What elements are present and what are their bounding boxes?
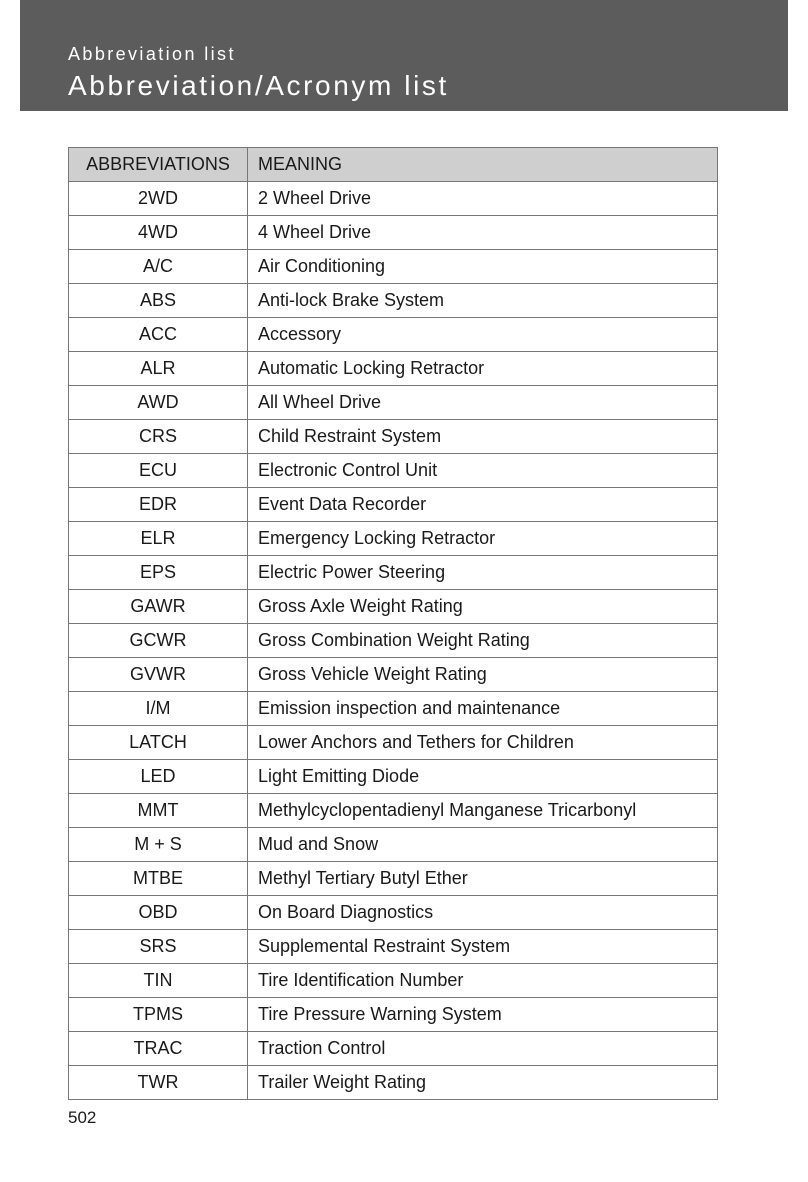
meaning-cell: Mud and Snow — [248, 828, 718, 862]
abbreviation-cell: AWD — [69, 386, 248, 420]
table-row — [69, 216, 718, 250]
abbreviation-cell: TWR — [69, 1066, 248, 1100]
meaning-cell: Light Emitting Diode — [248, 760, 718, 794]
table-row — [69, 352, 718, 386]
abbreviation-cell: ACC — [69, 318, 248, 352]
meaning-cell: Gross Vehicle Weight Rating — [248, 658, 718, 692]
column-header-abbreviations: ABBREVIATIONS — [69, 148, 248, 182]
table-row — [69, 862, 718, 896]
table-row — [69, 1066, 718, 1100]
meaning-cell: Air Conditioning — [248, 250, 718, 284]
meaning-cell: Gross Combination Weight Rating — [248, 624, 718, 658]
meaning-cell: Event Data Recorder — [248, 488, 718, 522]
abbreviation-cell: MMT — [69, 794, 248, 828]
abbreviation-cell: MTBE — [69, 862, 248, 896]
abbreviation-cell: 4WD — [69, 216, 248, 250]
table-row — [69, 828, 718, 862]
meaning-cell: Methyl Tertiary Butyl Ether — [248, 862, 718, 896]
abbreviation-cell: GAWR — [69, 590, 248, 624]
abbreviation-cell: EPS — [69, 556, 248, 590]
table-row — [69, 488, 718, 522]
meaning-cell: Trailer Weight Rating — [248, 1066, 718, 1100]
table-row — [69, 590, 718, 624]
abbreviation-cell: ECU — [69, 454, 248, 488]
meaning-cell: Automatic Locking Retractor — [248, 352, 718, 386]
table-row — [69, 726, 718, 760]
meaning-cell: Lower Anchors and Tethers for Children — [248, 726, 718, 760]
meaning-cell: On Board Diagnostics — [248, 896, 718, 930]
column-header-meaning: MEANING — [248, 148, 718, 182]
page-number: 502 — [68, 1108, 97, 1127]
meaning-cell: Tire Pressure Warning System — [248, 998, 718, 1032]
abbreviation-cell: ALR — [69, 352, 248, 386]
table-row — [69, 658, 718, 692]
meaning-cell: 2 Wheel Drive — [248, 182, 718, 216]
meaning-cell: All Wheel Drive — [248, 386, 718, 420]
abbreviation-cell: ELR — [69, 522, 248, 556]
meaning-cell: 4 Wheel Drive — [248, 216, 718, 250]
table-row — [69, 930, 718, 964]
abbreviation-cell: TIN — [69, 964, 248, 998]
abbreviation-cell: M + S — [69, 828, 248, 862]
abbreviation-cell: GCWR — [69, 624, 248, 658]
table-row — [69, 522, 718, 556]
section-label: Abbreviation list — [68, 44, 236, 64]
table-row — [69, 760, 718, 794]
abbreviation-cell: LATCH — [69, 726, 248, 760]
meaning-cell: Supplemental Restraint System — [248, 930, 718, 964]
table-header-row — [69, 148, 718, 182]
meaning-cell: Emission inspection and maintenance — [248, 692, 718, 726]
abbreviation-cell: CRS — [69, 420, 248, 454]
table-row — [69, 454, 718, 488]
abbreviation-cell: LED — [69, 760, 248, 794]
abbreviation-cell: I/M — [69, 692, 248, 726]
table-row — [69, 624, 718, 658]
table-row — [69, 420, 718, 454]
abbreviation-cell: 2WD — [69, 182, 248, 216]
meaning-cell: Electric Power Steering — [248, 556, 718, 590]
meaning-cell: Accessory — [248, 318, 718, 352]
table-body — [69, 182, 718, 1100]
meaning-cell: Emergency Locking Retractor — [248, 522, 718, 556]
abbreviation-cell: ABS — [69, 284, 248, 318]
abbreviation-cell: TRAC — [69, 1032, 248, 1066]
abbreviation-cell: TPMS — [69, 998, 248, 1032]
page-header — [20, 0, 788, 111]
table-row — [69, 1032, 718, 1066]
meaning-cell: Tire Identification Number — [248, 964, 718, 998]
meaning-cell: Child Restraint System — [248, 420, 718, 454]
table-row — [69, 386, 718, 420]
table-row — [69, 250, 718, 284]
abbreviation-table — [68, 147, 718, 1100]
meaning-cell: Gross Axle Weight Rating — [248, 590, 718, 624]
table-row — [69, 964, 718, 998]
abbreviation-cell: SRS — [69, 930, 248, 964]
table-row — [69, 182, 718, 216]
table-row — [69, 998, 718, 1032]
table-row — [69, 284, 718, 318]
meaning-cell: Electronic Control Unit — [248, 454, 718, 488]
abbreviation-cell: OBD — [69, 896, 248, 930]
table-row — [69, 556, 718, 590]
table-row — [69, 692, 718, 726]
abbreviation-cell: EDR — [69, 488, 248, 522]
table-row — [69, 896, 718, 930]
meaning-cell: Anti-lock Brake System — [248, 284, 718, 318]
table-row — [69, 794, 718, 828]
meaning-cell: Traction Control — [248, 1032, 718, 1066]
meaning-cell: Methylcyclopentadienyl Manganese Tricarbonyl — [248, 794, 718, 828]
page-title: Abbreviation/Acronym list — [68, 70, 449, 101]
abbreviation-cell: A/C — [69, 250, 248, 284]
abbreviation-cell: GVWR — [69, 658, 248, 692]
table-row — [69, 318, 718, 352]
